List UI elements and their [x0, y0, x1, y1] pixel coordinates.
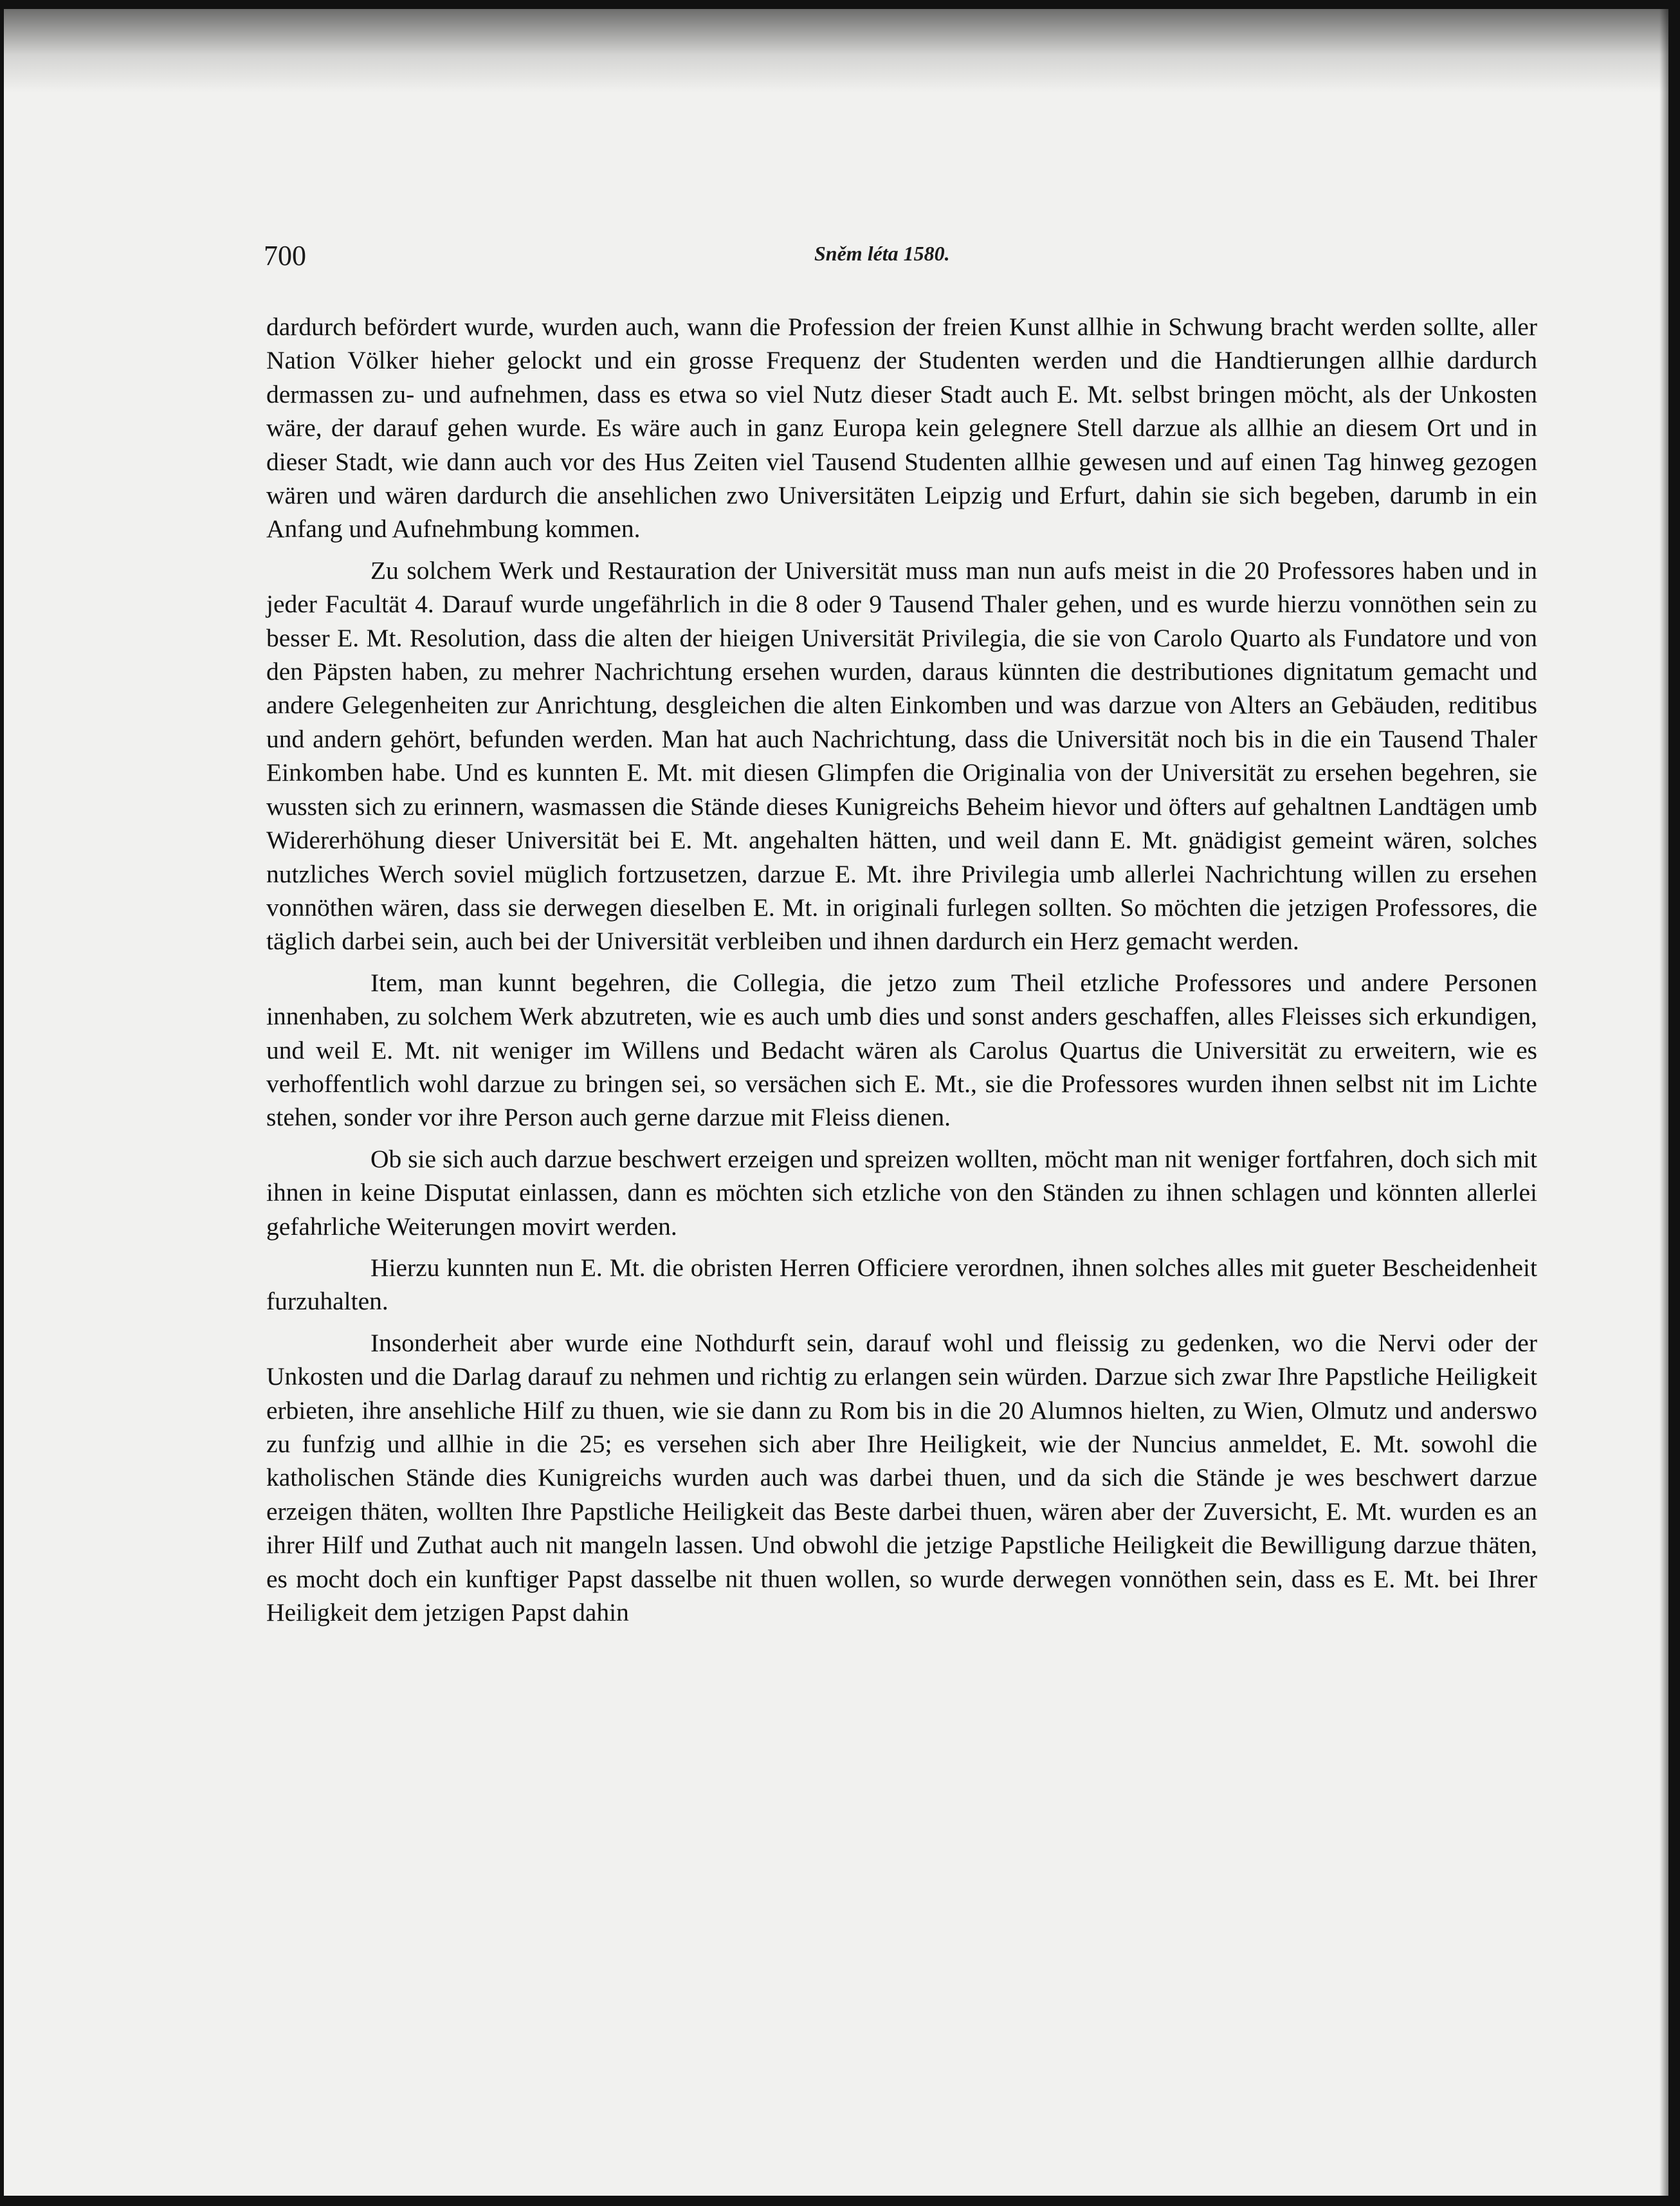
paragraph-4: Ob sie sich auch darzue beschwert erzeigen und spreizen wollten, möcht man nit weniger fortfahren, doch sich mit ihnen in keine Disputat einlassen, dann es möchten sich etzliche von den Ständen zu ihnen schlagen und könnten allerlei gefahrliche Weiterungen movirt werden.	[266, 1144, 1537, 1241]
scanned-page	[4, 9, 1668, 2196]
paragraph-5: Hierzu kunnten nun E. Mt. die obristen Herren Officiere verordnen, ihnen solches alles mit gueter Bescheidenheit furzuhalten.	[266, 1253, 1537, 1316]
paragraph-2: Zu solchem Werk und Restauration der Universität muss man nun aufs meist in die 20 Professores haben und in jeder Facultät 4. Darauf wurde ungefährlich in die 8 oder 9 Tausend Thaler gehen, und es wurde hierzu vonnöthen sein zu besser E. Mt. Resolution, dass die alten der hieigen Universität Privilegia, die sie von Carolo Quarto als Fundatore und von den Päpsten haben, zu mehrer Nachrichtung ersehen wurden, daraus künnten die destributiones dignitatum gemacht und andere Gelegenheiten zur Anrichtung, desgleichen die alten Einkomben und was darzue von Alters an Gebäuden, reditibus und andern gehört, befunden werden. Man hat auch Nachrichtung, dass die Universität noch bis in die ein Tausend Thaler Einkomben habe. Und es kunnten E. Mt. mit diesen Glimpfen die Originalia von der Universität zu ersehen begehren, sie wussten sich zu erinnern, wasmassen die Stände dieses Kunigreichs Beheim hievor und öfters auf gehaltnen Landtägen umb Widererhöhung dieser Universität bei E. Mt. angehalten hätten, und weil dann E. Mt. gnädigist gemeint wären, solches nutzliches Werch soviel müglich fortzusetzen, darzue E. Mt. ihre Privilegia umb allerlei Nachrichtung willen zu ersehen vonnöthen wären, dass sie derwegen dieselben E. Mt. in originali furlegen sollten. So möchten die jetzigen Professores, die täglich darbei sein, auch bei der Universität verbleiben und ihnen dardurch ein Herz gemacht werden.	[266, 556, 1537, 956]
page-number: 700	[264, 240, 306, 271]
paragraph-1: dardurch befördert wurde, wurden auch, wann die Profession der freien Kunst allhie in Schwung bracht werden sollte, aller Nation Völker hieher gelockt und ein grosse Frequenz der Studenten werden und die Handtierungen allhie dardurch dermassen zu- und aufnehmen, dass es etwa so viel Nutz dieser Stadt auch E. Mt. selbst bringen möcht, als der Unkosten wäre, der darauf gehen wurde. Es wäre auch in ganz Europa kein gelegnere Stell darzue als allhie an diesem Ort und in dieser Stadt, wie dann auch vor des Hus Zeiten viel Tausend Studenten allhie gewesen und auf einen Tag hinweg gezogen wären und wären dardurch die ansehlichen zwo Universitäten Leipzig und Erfurt, dahin sie sich begeben, darumb in ein Anfang und Aufnehmbung kommen.	[266, 313, 1537, 543]
scan-shadow-top	[4, 9, 1668, 93]
paragraph-6: Insonderheit aber wurde eine Nothdurft sein, darauf wohl und fleissig zu gedenken, wo die Nervi oder der Unkosten und die Darlag darauf zu nehmen und richtig zu erlangen sein würden. Darzue sich zwar Ihre Papstliche Heiligkeit erbieten, ihre ansehliche Hilf zu thuen, wie sie dann zu Rom bis in die 20 Alumnos hielten, zu Wien, Olmutz und anderswo zu funfzig und allhie in die 25; es versehen sich aber Ihre Heiligkeit, wie der Nuncius anmeldet, E. Mt. sowohl die katholischen Stände dies Kunigreichs wurden auch was darbei thuen, und da sich die Stände je wes beschwert darzue erzeigen thäten, wollten Ihre Papstliche Heiligkeit das Beste darbei thuen, wären aber der Zuversicht, E. Mt. wurden es an ihrer Hilf und Zuthat auch nit mangeln lassen. Und obwohl die jetzige Papstliche Heiligkeit die Bewilligung darzue thäten, es mocht doch ein kunftiger Papst dasselbe nit thuen wollen, so wurde derwegen vonnöthen sein, dass es E. Mt. bei Ihrer Heiligkeit dem jetzigen Papst dahin	[266, 1328, 1537, 1627]
running-head: Sněm léta 1580.	[814, 242, 950, 265]
scan-shadow-right	[1659, 9, 1668, 2196]
body-text	[266, 310, 1537, 1629]
paragraph-3: Item, man kunnt begehren, die Collegia, die jetzo zum Theil etzliche Professores und andere Personen innenhaben, zu solchem Werk abzutreten, wie es auch umb dies und sonst anders geschaffen, alles Fleisses sich erkundigen, und weil E. Mt. nit weniger im Willens und Bedacht wären als Carolus Quartus die Universität zu erweitern, wie es verhoffentlich wohl darzue zu bringen sei, so versächen sich E. Mt., sie die Professores wurden ihnen selbst nit im Lichte stehen, sonder vor ihre Person auch gerne darzue mit Fleiss dienen.	[266, 968, 1537, 1132]
